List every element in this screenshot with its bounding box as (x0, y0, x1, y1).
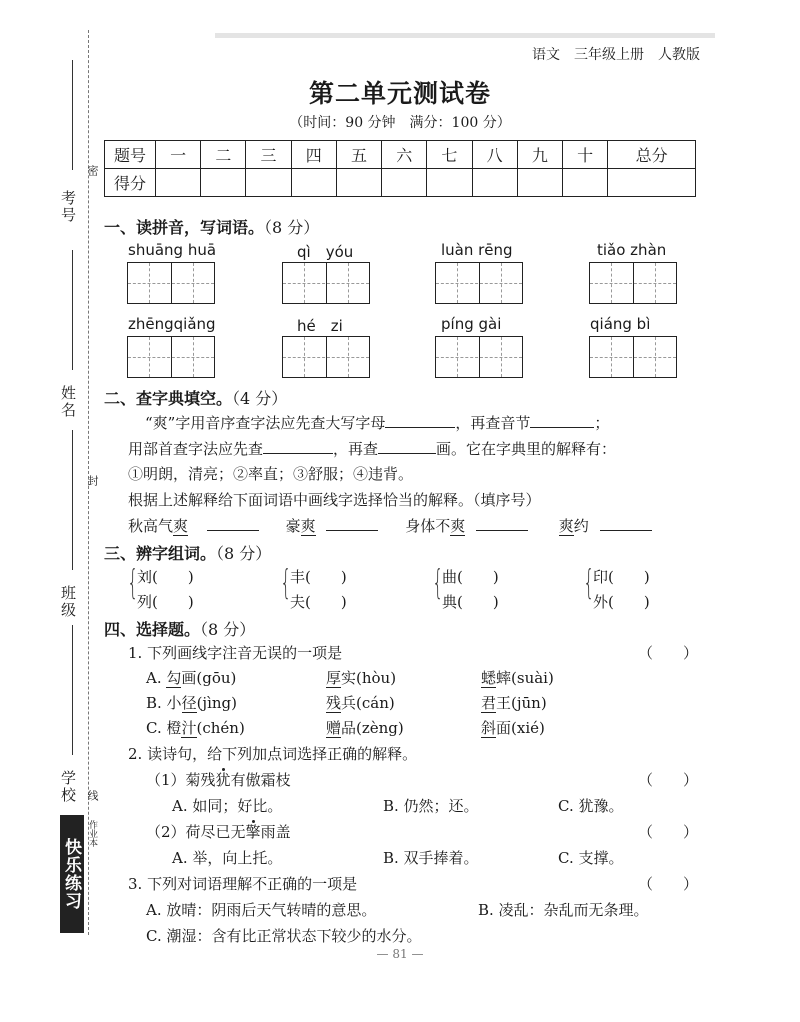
answer-paren[interactable]: （ ） (638, 771, 699, 789)
q1-option-c3: 斜面(xié) (481, 719, 545, 737)
q3-option-a: A. 放晴：阴雨后天气转晴的意思。 (146, 901, 377, 919)
writing-grid[interactable] (589, 336, 677, 378)
q1-option-a: A. 勾画(gōu) (146, 669, 237, 687)
score-table-label: 题号 (105, 141, 156, 169)
writing-grid[interactable] (435, 262, 523, 304)
class-line (72, 430, 73, 570)
word-pair-b: 典( ) (442, 593, 499, 611)
brace-icon: { (280, 563, 292, 603)
fill-blank[interactable] (207, 516, 259, 531)
section-2-points: （4 分） (232, 389, 288, 408)
q2-1-option-c: C. 犹豫。 (558, 797, 624, 815)
seal-mark-feng: 封 (86, 475, 99, 486)
section-3-title: 三、辨字组词。 (104, 544, 217, 563)
q2-sub-2: （2）荷尽已无擎雨盖 (146, 823, 291, 841)
word-pair-b: 列( ) (137, 593, 194, 611)
fill-blank[interactable] (476, 516, 528, 531)
fill-blank[interactable] (600, 516, 652, 531)
score-cell[interactable] (156, 169, 201, 197)
q3-option-c: C. 潮湿：含有比正常状态下较少的水分。 (146, 927, 422, 945)
score-col: 十 (562, 141, 607, 169)
name-label: 姓名 (59, 385, 77, 419)
pinyin-1: shuāng huā (128, 241, 217, 259)
question-3: 3. 下列对词语理解不正确的一项是 (128, 875, 358, 893)
word-pair-a: 印( ) (593, 568, 650, 586)
q1-option-c: C. 橙汁(chén) (146, 719, 245, 737)
class-label: 班级 (59, 585, 77, 619)
seal-mark-mi: 密 (86, 165, 99, 176)
q1-option-b3: 君王(jūn) (481, 694, 547, 712)
q2-1-option-b: B. 仍然；还。 (383, 797, 479, 815)
score-row-label: 得分 (105, 169, 156, 197)
section-2-line-4: 根据上述解释给下面词语中画线字选择恰当的解释。（填序号） (128, 491, 541, 509)
section-3-points: （8 分） (216, 544, 272, 563)
school-label: 学校 (59, 770, 77, 804)
page-title: 第二单元测试卷 (308, 79, 491, 108)
score-col: 一 (156, 141, 201, 169)
q2-2-option-a: A. 举，向上托。 (172, 849, 283, 867)
score-cell[interactable] (291, 169, 336, 197)
score-cell[interactable] (427, 169, 472, 197)
score-col: 六 (382, 141, 427, 169)
q1-option-b: B. 小径(jìng) (146, 694, 237, 712)
question-1: 1. 下列画线字注音无误的一项是 (128, 644, 343, 662)
subject-info: 语文 三年级上册 人教版 (532, 47, 700, 63)
q3-option-b: B. 凌乱：杂乱而无条理。 (478, 901, 649, 919)
header-bar (215, 33, 715, 38)
question-2: 2. 读诗句，给下列加点词选择正确的解释。 (128, 745, 418, 763)
section-4-heading (104, 617, 255, 640)
pinyin-7: píng gài (441, 315, 502, 333)
section-2-line-1: “爽”字用音序查字法应先查大写字母 ，再查音节 ； (145, 414, 610, 432)
word-pair-b: 夫( ) (290, 593, 347, 611)
word-pair-a: 曲( ) (442, 568, 499, 586)
score-table-header-row (105, 141, 696, 169)
score-col: 四 (291, 141, 336, 169)
q1-option-b2: 残兵(cán) (326, 694, 395, 712)
q1-option-a2: 厚实(hòu) (326, 669, 397, 687)
brace-icon: { (583, 563, 595, 603)
pinyin-3: luàn rēng (441, 241, 513, 259)
score-col: 八 (472, 141, 517, 169)
section-2-title: 二、查字典填空。 (104, 389, 233, 408)
writing-grid[interactable] (589, 262, 677, 304)
brand-logo: 快乐练习 (60, 815, 84, 933)
score-cell[interactable] (608, 169, 696, 197)
brand-logo-sub: 作业本 (87, 820, 97, 847)
score-table (104, 140, 696, 197)
fill-blank[interactable] (378, 439, 436, 454)
pinyin-6: hé zi (297, 317, 343, 335)
brace-icon: { (432, 563, 444, 603)
pinyin-5: zhēngqiǎng (128, 315, 216, 333)
score-col: 五 (336, 141, 381, 169)
section-2-line-3: ①明朗，清亮；②率直；③舒服；④违背。 (128, 465, 414, 483)
section-4-title: 四、选择题。 (104, 620, 201, 639)
score-col: 七 (427, 141, 472, 169)
brace-icon: { (127, 563, 139, 603)
q2-sub-1: （1）菊残犹有傲霜枝 (146, 771, 291, 789)
score-col-total: 总分 (608, 141, 696, 169)
score-cell[interactable] (517, 169, 562, 197)
section-4-points: （8 分） (200, 620, 256, 639)
score-col: 三 (246, 141, 291, 169)
pinyin-4: tiǎo zhàn (597, 241, 667, 259)
word-pair-b: 外( ) (593, 593, 650, 611)
answer-paren[interactable]: （ ） (638, 823, 699, 841)
writing-grid[interactable] (127, 262, 215, 304)
section-2-words: 秋高气爽 豪爽 身体不爽 爽约 (128, 515, 652, 536)
writing-grid[interactable] (282, 336, 370, 378)
page-number: — 81 — (376, 947, 424, 961)
score-table-score-row (105, 169, 696, 197)
exam-no-label: 考号 (59, 190, 77, 224)
score-cell[interactable] (562, 169, 607, 197)
q2-1-option-a: A. 如同；好比。 (172, 797, 283, 815)
word-pair-a: 丰( ) (290, 568, 347, 586)
score-cell[interactable] (201, 169, 246, 197)
page-subtitle: （时间：90 分钟 满分：100 分） (289, 115, 511, 131)
fill-blank[interactable] (385, 413, 455, 428)
seal-mark-xian: 线 (86, 790, 99, 801)
section-3-heading (104, 541, 271, 564)
section-1-points: （8 分） (264, 218, 320, 237)
word-pair-a: 刘( ) (137, 568, 194, 586)
section-1-title: 一、读拼音，写词语。 (104, 218, 265, 237)
score-cell[interactable] (382, 169, 427, 197)
q1-option-a3: 蟋蟀(suài) (481, 669, 554, 687)
q2-2-option-c: C. 支撑。 (558, 849, 624, 867)
score-col: 九 (517, 141, 562, 169)
answer-paren[interactable]: （ ） (638, 644, 699, 662)
q1-option-c2: 赠品(zèng) (326, 719, 404, 737)
section-2-heading (104, 386, 287, 409)
writing-grid[interactable] (127, 336, 215, 378)
writing-grid[interactable] (435, 336, 523, 378)
score-cell[interactable] (472, 169, 517, 197)
pinyin-2: qì yóu (297, 243, 354, 261)
score-cell[interactable] (246, 169, 291, 197)
school-line (72, 625, 73, 755)
score-cell[interactable] (336, 169, 381, 197)
score-col: 二 (201, 141, 246, 169)
writing-grid[interactable] (282, 262, 370, 304)
section-2-line-2: 用部首查字法应先查 ，再查 画。它在字典里的解释有： (128, 440, 617, 458)
q2-2-option-b: B. 双手捧着。 (383, 849, 479, 867)
fill-blank[interactable] (530, 413, 594, 428)
fill-blank[interactable] (326, 516, 378, 531)
fill-blank[interactable] (263, 439, 333, 454)
answer-paren[interactable]: （ ） (638, 875, 699, 893)
section-1-heading (104, 215, 319, 238)
pinyin-8: qiáng bì (590, 315, 651, 333)
name-line (72, 250, 73, 370)
